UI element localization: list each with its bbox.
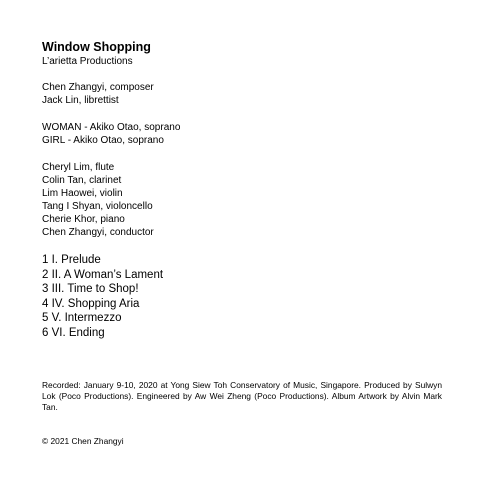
cast-list (42, 121, 452, 147)
track-list (42, 253, 452, 340)
recording-credits: Recorded: January 9-10, 2020 at Yong Siew Toh Conservatory of Music, Singapore. Produced by Sulwyn Lok (Poco Productions). Engineered by Aw Wei Zheng (Poco Productions). Album Artwork by Alvin Mark Tan. (42, 380, 442, 412)
creator-item: Jack Lin, librettist (42, 95, 119, 106)
cast-item: GIRL - Akiko Otao, soprano (42, 135, 164, 146)
track-item: 2 II. A Woman’s Lament (42, 268, 164, 281)
ensemble-item: Tang I Shyan, violoncello (42, 201, 153, 212)
album-title: Window Shopping (42, 40, 151, 54)
liner-notes-content (42, 39, 452, 340)
ensemble-item: Lim Haowei, violin (42, 188, 123, 199)
track-item: 5 V. Intermezzo (42, 312, 122, 324)
track-item: 1 I. Prelude (42, 254, 101, 266)
track-item: 4 IV. Shopping Aria (42, 297, 140, 310)
creator-item: Chen Zhangyi, composer (42, 82, 154, 93)
ensemble-item: Chen Zhangyi, conductor (42, 227, 154, 238)
track-item: 3 III. Time to Shop! (42, 283, 139, 295)
copyright-notice: © 2021 Chen Zhangyi (42, 436, 124, 446)
creators-list (42, 81, 452, 107)
ensemble-list (42, 161, 452, 239)
record-label: L’arietta Productions (42, 56, 133, 67)
cast-item: WOMAN - Akiko Otao, soprano (42, 122, 181, 133)
ensemble-item: Cheryl Lim, flute (42, 162, 115, 173)
track-item: 6 VI. Ending (42, 326, 105, 339)
ensemble-item: Colin Tan, clarinet (42, 175, 122, 186)
ensemble-item: Cherie Khor, piano (42, 214, 125, 225)
